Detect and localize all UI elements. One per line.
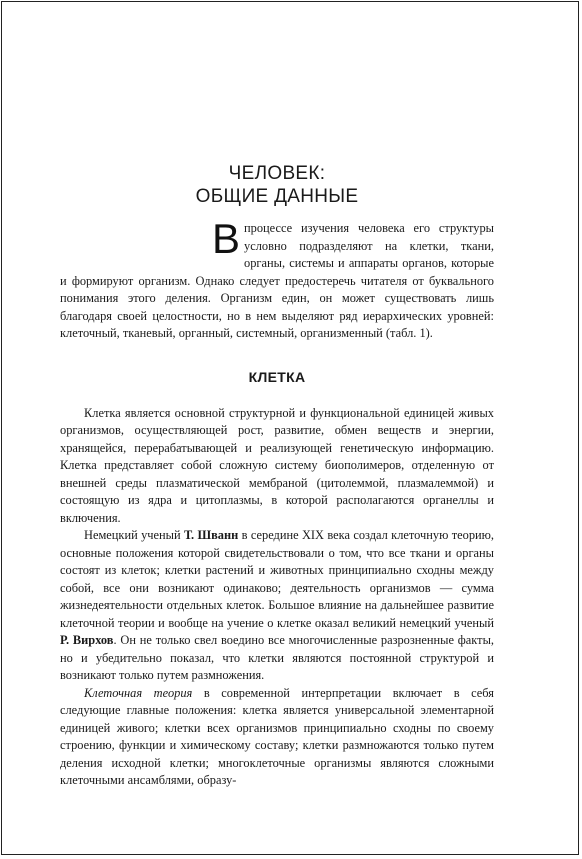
section-title: КЛЕТКА bbox=[248, 368, 306, 385]
page-content bbox=[60, 162, 494, 790]
scientist-name-schwann: Т. Шванн bbox=[183, 528, 239, 542]
intro-paragraph bbox=[60, 215, 494, 343]
p2-end: . Он не только свел воедино все многочисленные разрозненные факты, но и убедительно показал, что клетки являются постоянной структурой и возникают только путем размножения. bbox=[60, 633, 495, 682]
chapter-title bbox=[60, 162, 494, 208]
term-cell-theory: Клеточная теория bbox=[84, 685, 193, 700]
chapter-title-line1: ЧЕЛОВЕК: bbox=[228, 163, 326, 184]
paragraph-2 bbox=[60, 527, 494, 685]
scientist-name-virchow: Р. Вирхов bbox=[60, 633, 114, 647]
paragraph-3 bbox=[60, 685, 494, 790]
paragraph-1: Клетка является основной структурной и функциональной единицей живых организмов, осуществляющей рост, развитие, обмен веществ и энергии, хранящейся, перерабатывающей и реализующей генетическую информацию. Клетка представляет собой сложную систему биополимеров, отделенную от внешней среды плазматической мембраной (цитолеммой, плазмалеммой) и состоящую из ядра и цитоплазмы, в которой располагаются органеллы и включения. bbox=[60, 405, 494, 525]
intro-text: процессе изучения человека его структуры условно подразделяют на клетки, ткани, органы, системы и аппараты органов, которые и формируют организм. Однако следует предостеречь читателя от буквального понимания этого деления. Организм един, он может существовать лишь благодаря своей целостности, но в нем выделяют ряд иерархических уровней: клеточный, тканевый, органный, системный, организменный (табл. 1). bbox=[60, 221, 494, 340]
book-page bbox=[1, 1, 579, 855]
chapter-title-line2: ОБЩИЕ ДАННЫЕ bbox=[195, 186, 359, 207]
p3-text: в современной интерпретации включает в себя следующие главные положения: клетка является универсальной элементарной единицей живого; клетки всех организмов принципиально сходны по своему строению, функции и химическому составу; клетки размножаются только путем деления исходной клетки; многоклеточные организмы являются сложными клеточными ансамблями, образу- bbox=[60, 685, 494, 787]
p2-start: Немецкий ученый bbox=[84, 528, 184, 542]
section-body bbox=[60, 405, 494, 790]
p2-mid: в середине XIX века создал клеточную теорию, основные положения которой свидетельствовали о том, что все ткани и органы состоят из клеток; клетки растений и животных принципиально сходны между собой, все они возникают одинаково; деятельность организмов — сумма жизнедеятельности отдельных клеток. Большое влияние на дальнейшее развитие клеточной теории и вообще на учение о клетке оказал великий немецкий ученый bbox=[60, 528, 494, 630]
drop-cap: В bbox=[212, 215, 241, 262]
